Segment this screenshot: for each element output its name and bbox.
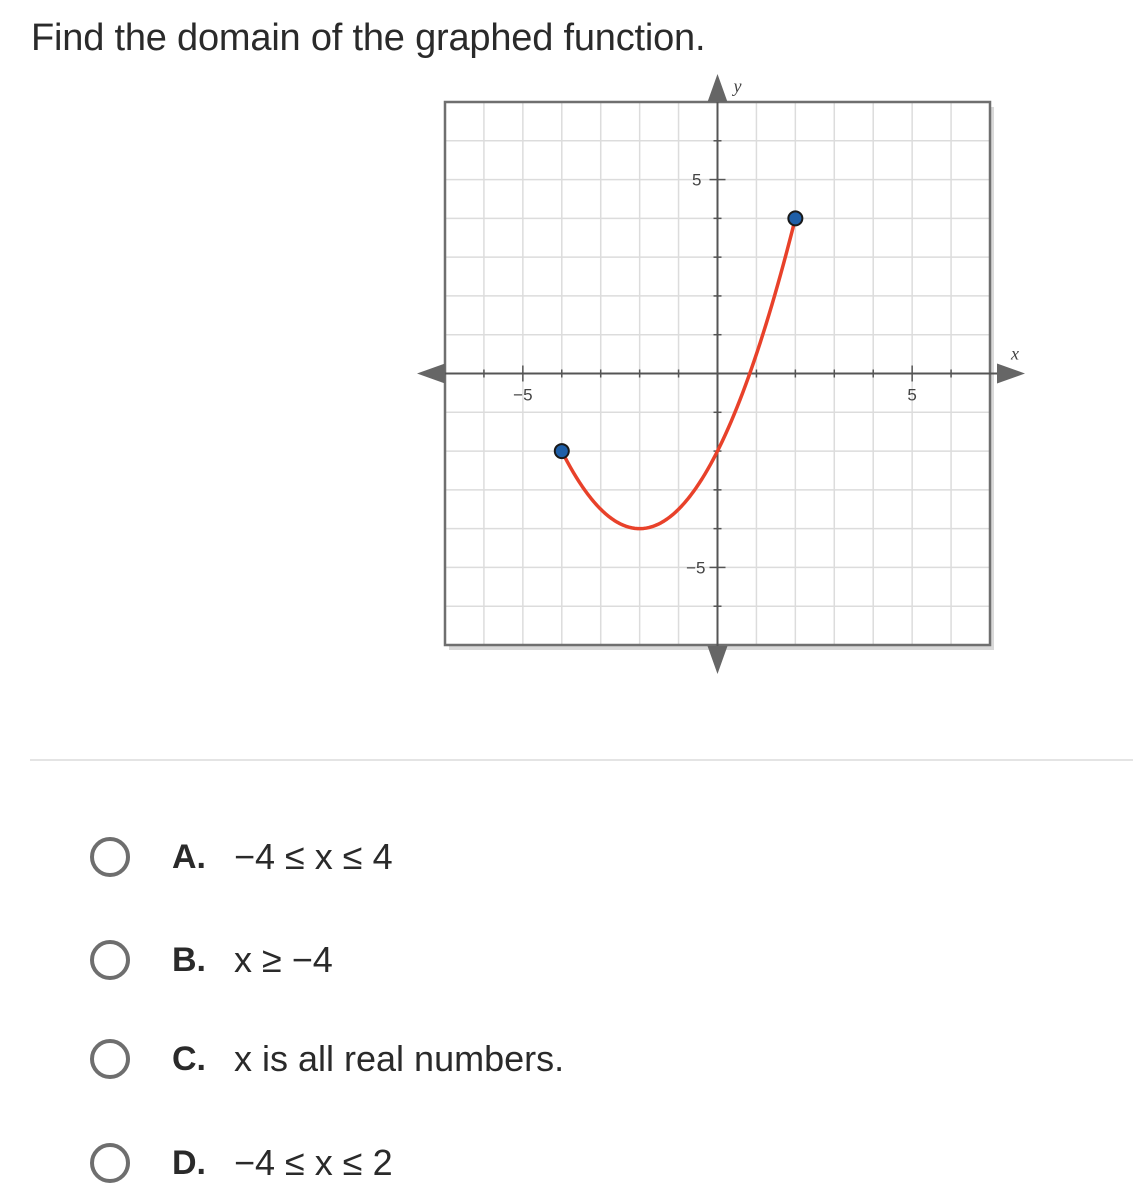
function-graph (405, 62, 1045, 692)
x-tick-label-5: 5 (907, 385, 917, 405)
choice-c[interactable] (90, 1031, 564, 1087)
x-axis-label: x (1011, 343, 1019, 364)
end-endpoint (788, 211, 802, 225)
start-endpoint (555, 444, 569, 458)
radio-c-icon[interactable] (90, 1039, 130, 1079)
y-axis-label: y (733, 76, 742, 96)
radio-d-icon[interactable] (90, 1143, 130, 1183)
choice-a[interactable] (90, 829, 393, 885)
y-axis-down-arrow-icon (708, 646, 728, 674)
choice-d-text: −4 ≤ x ≤ 2 (234, 1142, 393, 1183)
choice-b-letter: B. (172, 940, 206, 979)
choice-c-letter: C. (172, 1039, 206, 1078)
x-axis-right-arrow-icon (997, 364, 1025, 384)
radio-a-icon[interactable] (90, 837, 130, 877)
y-axis-up-arrow-icon (708, 74, 728, 102)
choice-a-text: −4 ≤ x ≤ 4 (234, 836, 393, 877)
y-tick-label-neg5: −5 (686, 558, 706, 578)
graph-svg (405, 62, 1045, 692)
choice-b-text: x ≥ −4 (234, 939, 333, 980)
choice-a-letter: A. (172, 837, 206, 876)
question-prompt: Find the domain of the graphed function. (31, 17, 706, 59)
x-axis-left-arrow-icon (417, 364, 445, 384)
x-tick-label-neg5: −5 (513, 385, 533, 405)
radio-b-icon[interactable] (90, 940, 130, 980)
choice-b[interactable] (90, 932, 333, 988)
y-tick-label-5: 5 (692, 170, 702, 190)
divider (30, 759, 1133, 761)
choice-c-text: x is all real numbers. (234, 1038, 565, 1079)
choice-d[interactable] (90, 1135, 393, 1191)
choice-d-letter: D. (172, 1143, 206, 1182)
